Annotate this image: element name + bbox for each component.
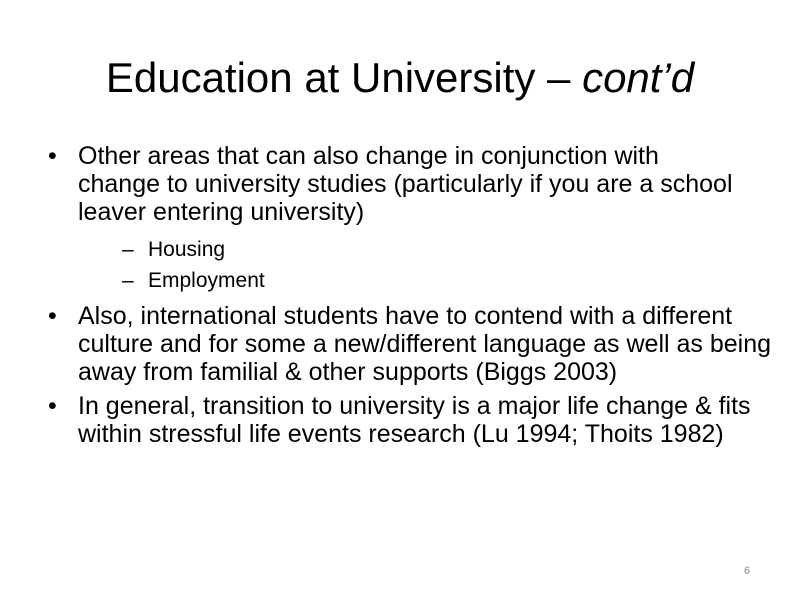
bullet-item bbox=[44, 302, 778, 386]
bullet-text: Other areas that can also change in conjunction with change to university studies (particularly if you are a school leaver entering university) bbox=[78, 142, 733, 226]
sub-bullet-text: Employment bbox=[148, 269, 265, 292]
dash-icon: – bbox=[122, 269, 134, 292]
dash-icon: – bbox=[122, 238, 134, 261]
sub-bullet-list bbox=[78, 234, 738, 296]
bullet-item bbox=[44, 392, 758, 448]
bullet-item bbox=[44, 142, 738, 296]
sub-bullet-text: Housing bbox=[148, 238, 226, 261]
bullet-text: Also, international students have to contend with a different culture and for some a new/different language as well as being away from familial & other supports (Biggs 2003) bbox=[78, 302, 772, 386]
bullet-text: In general, transition to university is a major life change & fits within stressful life events research (Lu 1994; Thoits 1982) bbox=[78, 392, 751, 448]
sub-bullet-item bbox=[78, 265, 738, 296]
bullet-icon: • bbox=[48, 302, 57, 330]
bullet-icon: • bbox=[48, 142, 57, 170]
slide-title-main: Education at University – bbox=[105, 54, 583, 101]
slide-title bbox=[0, 50, 800, 106]
slide-body bbox=[44, 142, 772, 448]
sub-bullet-item bbox=[78, 234, 738, 265]
page-number: 6 bbox=[744, 565, 751, 577]
slide-title-italic: cont’d bbox=[582, 54, 695, 101]
bullet-icon: • bbox=[48, 392, 57, 420]
